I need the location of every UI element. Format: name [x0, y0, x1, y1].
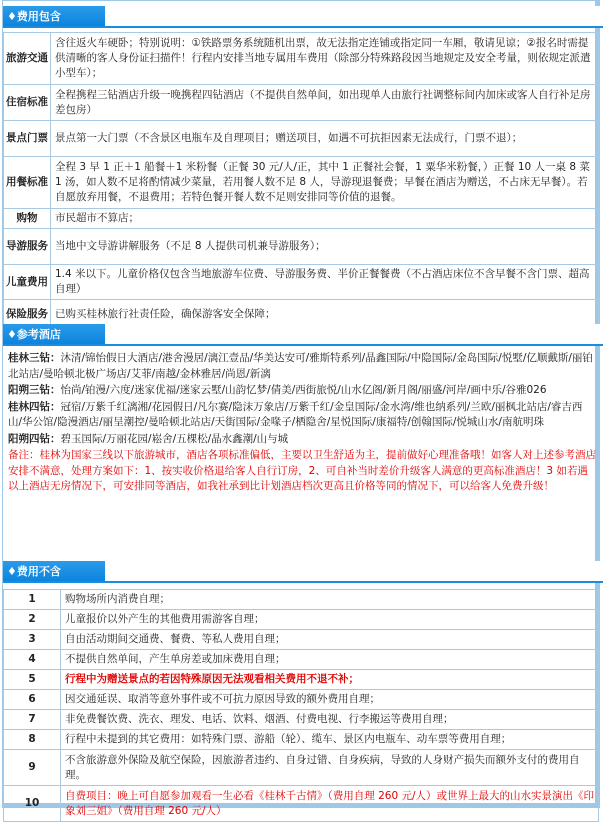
table-row: [4, 590, 599, 610]
row-value: 自由活动期间交通费、餐费、等私人费用自理；: [61, 630, 599, 650]
hotel-group-names: 沐清/锦怡假日大酒店/港舍漫居/漓江壹品/华美达安可/雅斯特系列/晶鑫国际/中隐国际/金岛国际/悦墅/亿顺戴斯/丽铂北站店/曼哈顿北极广场店/艾菲/南越/金林雅居/尚恩/新漓: [8, 352, 593, 380]
hotel-group-label: 阳朔三钻：: [8, 384, 61, 396]
row-key: 导游服务: [4, 229, 51, 265]
row-value: 儿童报价以外产生的其他费用需游客自理；: [61, 610, 599, 630]
row-value: 1.4 米以下。儿童价格仅包含当地旅游车位费、导游服务费、半价正餐餐费（不占酒店床位不含早餐不含门票、超高自理）: [51, 265, 599, 300]
table-row: [4, 265, 599, 300]
row-number: 9: [4, 750, 61, 786]
row-number: 5: [4, 670, 61, 690]
hotel-group: [8, 383, 596, 399]
hotel-group: [8, 351, 596, 382]
table-row: [4, 209, 599, 229]
table-row: [4, 690, 599, 710]
row-value: 不含旅游意外保险及航空保险，因旅游者违约、自身过错、自身疾病，导致的人身财产损失而额外支付的费用自理。: [61, 750, 599, 786]
table-row: [4, 670, 599, 690]
row-key: 旅游交通: [4, 33, 51, 85]
table-row: [4, 85, 599, 121]
row-value: 全程 3 早 1 正＋1 船餐＋1 米粉餐（正餐 30 元/人/正，其中 1 正餐社会餐，1 粟华米粉餐，）正餐 10 人一桌 8 菜 1 汤，如人数不足将酌情减少菜量，若用餐人数不足 8 人，导游现退餐费；早餐在酒店为赠送，不占床无早餐）。若自愿放弃用餐，不退费用；若特色餐开餐人数不足则安排同等价值的退餐。: [51, 157, 599, 209]
table-row: [4, 33, 599, 85]
row-key: 景点门票: [4, 121, 51, 157]
table-row: [4, 710, 599, 730]
row-value: 行程中为赠送景点的若因特殊原因无法观看相关费用不退不补；: [61, 670, 599, 690]
row-key: 购物: [4, 209, 51, 229]
row-number: 1: [4, 590, 61, 610]
section-title-excluded: ♦费用不含: [3, 561, 105, 583]
section-divider: [3, 26, 603, 28]
excluded-table: [3, 589, 599, 822]
included-table: [3, 32, 599, 330]
row-key: 保险服务: [4, 300, 51, 330]
section-divider: [3, 344, 603, 346]
row-number: 7: [4, 710, 61, 730]
row-number: 2: [4, 610, 61, 630]
table-row: [4, 630, 599, 650]
row-key: 儿童费用: [4, 265, 51, 300]
table-row: [4, 650, 599, 670]
row-value: 含往返火车硬卧；特别说明：①铁路票务系统随机出票，故无法指定连铺或指定同一车厢，敬请见谅；②报名时需提供清晰的客人身份证扫描件！行程内安排当地专属用车费用（除部分特殊路段因当地规定及安全考量，则依规定派遣小型车）；: [51, 33, 599, 85]
table-row: [4, 730, 599, 750]
row-value: 市民超市不算店；: [51, 209, 599, 229]
section-divider: [3, 581, 603, 583]
row-value: 非免费餐饮费、洗衣、理发、电话、饮料、烟酒、付费电视、行李搬运等费用自理；: [61, 710, 599, 730]
table-row: [4, 229, 599, 265]
row-number: 3: [4, 630, 61, 650]
hotel-group: [8, 400, 596, 431]
section-header-hotels: [3, 324, 603, 346]
hotel-group: [8, 432, 596, 448]
row-number: 6: [4, 690, 61, 710]
hotel-group-names: 冠宿/万紫千红漓湘/花园假日/凡尔赛/隐沫万象店/万紫千红/金皇国际/金水湾/维也纳系列/兰欧/丽枫北站店/睿吉西山/华公馆/隐漫酒店/丽呈潮控/曼哈顿北站店/天街国际/金喙子/栖隐舍/星悦国际/康福特/创翰国际/悦城山水/南航明珠: [8, 400, 583, 428]
table-row: [4, 157, 599, 209]
section-header-excluded: [3, 561, 603, 583]
row-value: 购物场所内消费自理；: [61, 590, 599, 610]
row-value: 景点第一大门票（不含景区电瓶车及自理项目；赠送项目，如遇不可抗拒因素无法成行，门票不退）；: [51, 121, 599, 157]
table-row: [4, 750, 599, 786]
section-header-included: [3, 6, 603, 28]
hotel-group-label: 桂林四钻：: [8, 400, 61, 413]
section-title-hotels: ♦参考酒店: [3, 324, 105, 346]
hotel-group-names: 怡尚/铂漫/六度/迷家优福/迷家云墅/山韵忆梦/倩美/西街旅悦/山水亿阁/新月阁/丽盛/河岸/画中乐/谷雅026: [60, 384, 547, 396]
row-value: 不提供自然单间，产生单房差或加床费用自理；: [61, 650, 599, 670]
table-row: [4, 786, 599, 822]
row-key: 住宿标准: [4, 85, 51, 121]
row-number: 10: [4, 786, 61, 822]
hotel-group-label: 阳朔四钻：: [8, 432, 61, 445]
row-value: 行程中未提到的其它费用：如特殊门票、游船（轮）、缆车、景区内电瓶车、动车票等费用自理；: [61, 730, 599, 750]
row-value: 因交通延误、取消等意外事件或不可抗力原因导致的额外费用自理；: [61, 690, 599, 710]
row-value: 当地中文导游讲解服务（不足 8 人提供司机兼导游服务）；: [51, 229, 599, 265]
row-value: 自费项目：晚上可自愿参加观看一生必看《桂林千古情》（费用自理 260 元/人）或世界上最大的山水实景演出《印象刘三姐》（费用自理 260 元/人）: [61, 786, 599, 822]
row-number: 4: [4, 650, 61, 670]
hotel-list: [8, 351, 596, 496]
row-value: 已购买桂林旅行社责任险，确保游客安全保障；: [51, 300, 599, 330]
hotel-group-label: 桂林三钻：: [8, 352, 61, 364]
section-title-included: ♦费用包含: [3, 6, 105, 28]
hotel-group-names: 碧玉国际/万丽花园/崧舍/五棵松/晶水鑫潮/山与城: [60, 432, 289, 445]
row-number: 8: [4, 730, 61, 750]
row-key: 用餐标准: [4, 157, 51, 209]
row-value: 全程携程三钻酒店升级一晚携程四钻酒店（不提供自然单间，如出现单人由旅行社调整标间内加床或客人自行补足房差包房）: [51, 85, 599, 121]
hotel-note: 备注：桂林为国家三线以下旅游城市，酒店各项标准偏低，主要以卫生舒适为主，提前做好心理准备哦！如客人对上述参考酒店安排不满意，处理方案如下：1、按实收价格退给客人自行订房，2、可自补当时差价升级客人满意的更高标准酒店！3 如若遇以上酒店无房情况下，可安排同等酒店，如我社承到比计划酒店档次更高且价格等同的情况下，可以给客人免费升级！: [8, 449, 596, 492]
table-row: [4, 121, 599, 157]
table-row: [4, 610, 599, 630]
